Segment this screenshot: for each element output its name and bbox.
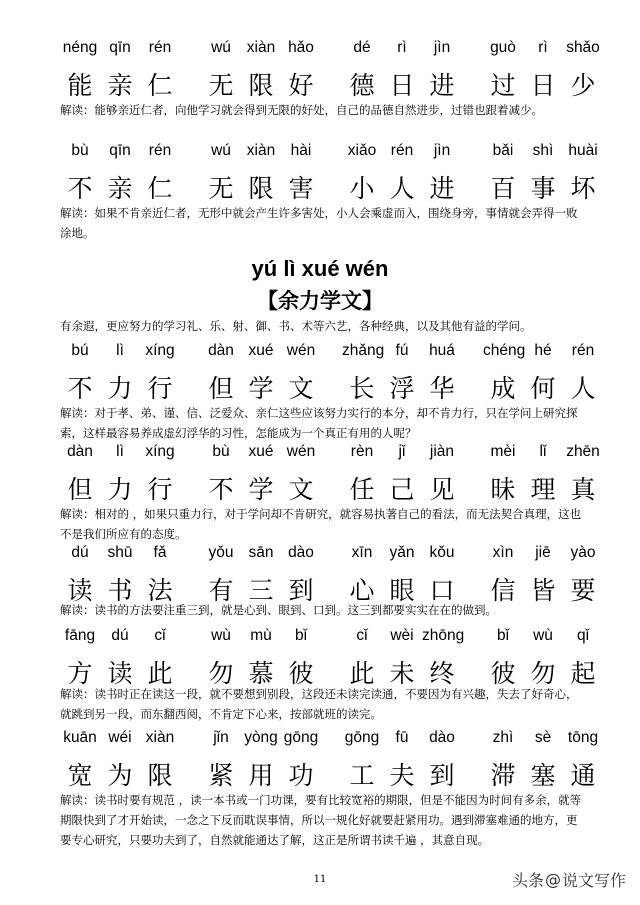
hanzi-character: 此 xyxy=(349,659,375,688)
hanzi-character: 无 xyxy=(208,174,234,203)
hanzi-group xyxy=(342,171,462,207)
hanzi-character: 到 xyxy=(429,761,455,790)
pinyin-syllable: shǎo xyxy=(566,39,600,56)
verse-explanation: 解读：读书时正在读这一段，就不要想到别段，这段还未读完读通，不要因为有兴趣，失去了好奇心，就跳到另一段，而东翻西阅，不肯定下心来，按部就班的读完。 xyxy=(60,687,578,721)
hanzi-group xyxy=(60,758,180,794)
pinyin-syllable: shū xyxy=(107,544,133,561)
pinyin-syllable: zhǎng xyxy=(342,342,385,359)
hanzi-character: 限 xyxy=(147,761,173,790)
pinyin-syllable: yòng xyxy=(244,729,278,746)
section-title-pinyin: yú lì xué wén xyxy=(251,256,389,281)
verse-block xyxy=(60,341,620,407)
hanzi-character: 不 xyxy=(67,174,93,203)
pinyin-syllable: bù xyxy=(71,142,89,159)
hanzi-character: 塞 xyxy=(530,761,556,790)
pinyin-syllable: rì xyxy=(397,39,407,56)
hanzi-row xyxy=(60,171,620,207)
hanzi-group xyxy=(201,171,321,207)
pinyin-group xyxy=(342,627,465,645)
verse-block xyxy=(60,141,620,207)
pinyin-syllable: jǐ xyxy=(398,443,406,460)
hanzi-character: 己 xyxy=(389,475,415,504)
hanzi-group xyxy=(201,472,321,508)
hanzi-group xyxy=(483,758,603,794)
hanzi-character: 信 xyxy=(490,576,516,605)
section-intro: 有余遐，更应努力的学习礼、乐、射、御、书、术等六艺，各种经典，以及其他有益的学问。 xyxy=(60,319,532,333)
pinyin-syllable: dú xyxy=(71,544,89,561)
pinyin-syllable: rén xyxy=(148,39,172,56)
pinyin-syllable: xiàn xyxy=(246,142,276,159)
pinyin-row xyxy=(60,543,620,563)
hanzi-character: 读 xyxy=(107,659,133,688)
watermark xyxy=(512,868,626,891)
hanzi-group xyxy=(483,171,603,207)
pinyin-syllable: rèn xyxy=(350,443,374,460)
hanzi-character: 文 xyxy=(288,374,314,403)
hanzi-row xyxy=(60,472,620,508)
pinyin-syllable: huài xyxy=(568,142,598,159)
hanzi-group xyxy=(483,472,603,508)
pinyin-group xyxy=(60,443,180,461)
hanzi-character: 日 xyxy=(530,71,556,100)
pinyin-group xyxy=(342,39,462,57)
pinyin-syllable: xīn xyxy=(351,544,373,561)
pinyin-syllable: yǎn xyxy=(389,544,415,561)
pinyin-group xyxy=(201,342,321,360)
hanzi-character: 紧 xyxy=(208,761,234,790)
pinyin-syllable: shì xyxy=(532,142,554,159)
hanzi-character: 能 xyxy=(67,71,93,100)
hanzi-character: 无 xyxy=(208,71,234,100)
hanzi-character: 少 xyxy=(570,71,596,100)
pinyin-syllable: bǐ xyxy=(294,627,308,644)
hanzi-character: 人 xyxy=(570,374,596,403)
pinyin-syllable: cǐ xyxy=(154,627,166,644)
hanzi-group xyxy=(201,371,321,407)
hanzi-group xyxy=(60,171,180,207)
pinyin-syllable: wù xyxy=(533,627,553,644)
hanzi-character: 见 xyxy=(429,475,455,504)
verse-explanation: 解读：能够亲近仁者，向他学习就会得到无限的好处，自己的品德自然进步，过错也跟着减少。 xyxy=(60,103,543,117)
hanzi-group xyxy=(60,472,180,508)
hanzi-character: 但 xyxy=(208,374,234,403)
hanzi-character: 小 xyxy=(349,174,375,203)
pinyin-syllable: rì xyxy=(538,39,548,56)
hanzi-group xyxy=(342,758,462,794)
pinyin-group xyxy=(342,729,462,747)
hanzi-group xyxy=(342,68,462,104)
hanzi-character: 方 xyxy=(67,659,93,688)
hanzi-character: 学 xyxy=(248,475,274,504)
hanzi-character: 起 xyxy=(570,659,596,688)
hanzi-character: 心 xyxy=(349,576,375,605)
hanzi-character: 事 xyxy=(530,174,556,203)
pinyin-syllable: rén xyxy=(390,142,414,159)
hanzi-character: 成 xyxy=(490,374,516,403)
pinyin-group xyxy=(483,142,603,160)
pinyin-syllable: xìn xyxy=(492,544,514,561)
pinyin-syllable: néng xyxy=(62,39,98,56)
verse-block xyxy=(60,728,620,794)
pinyin-syllable: lǐ xyxy=(539,443,547,460)
pinyin-group xyxy=(483,443,603,461)
pinyin-syllable: qīn xyxy=(109,39,131,56)
pinyin-syllable: dú xyxy=(111,627,129,644)
pinyin-group xyxy=(483,342,603,360)
hanzi-character: 行 xyxy=(147,475,173,504)
pinyin-syllable: xué xyxy=(248,342,274,359)
pinyin-group xyxy=(60,729,180,747)
hanzi-character: 力 xyxy=(107,374,133,403)
hanzi-character: 仁 xyxy=(147,71,173,100)
pinyin-group xyxy=(201,39,321,57)
pinyin-syllable: hài xyxy=(290,142,312,159)
hanzi-character: 百 xyxy=(490,174,516,203)
verse-block xyxy=(60,626,620,692)
pinyin-row xyxy=(60,38,620,58)
hanzi-character: 浮 xyxy=(389,374,415,403)
hanzi-character: 坏 xyxy=(570,174,596,203)
verse-block xyxy=(60,442,620,508)
hanzi-character: 宽 xyxy=(67,761,93,790)
watermark-prefix: 头条 xyxy=(511,871,544,890)
pinyin-group xyxy=(60,627,180,645)
pinyin-syllable: wú xyxy=(211,142,231,159)
pinyin-syllable: wèi xyxy=(390,627,414,644)
pinyin-syllable: fāng xyxy=(64,627,96,644)
hanzi-character: 何 xyxy=(530,374,556,403)
pinyin-syllable: xiàn xyxy=(246,39,276,56)
hanzi-group xyxy=(60,68,180,104)
hanzi-character: 任 xyxy=(349,475,375,504)
hanzi-row xyxy=(60,371,620,407)
hanzi-character: 此 xyxy=(147,659,173,688)
pinyin-syllable: bǎi xyxy=(492,142,514,159)
hanzi-character: 昧 xyxy=(490,475,516,504)
pinyin-syllable: fú xyxy=(395,342,409,359)
hanzi-character: 人 xyxy=(389,174,415,203)
hanzi-character: 为 xyxy=(107,761,133,790)
pinyin-syllable: bù xyxy=(212,443,230,460)
pinyin-group xyxy=(483,544,603,562)
verse-explanation: 解读：如果不肯亲近仁者，无形中就会产生许多害处，小人会乘虚而入，围绕身旁，事情就会弄得一败涂地。 xyxy=(60,206,578,240)
hanzi-character: 终 xyxy=(429,659,455,688)
pinyin-syllable: lì xyxy=(116,443,124,460)
hanzi-character: 理 xyxy=(530,475,556,504)
verse-block xyxy=(60,38,620,104)
pinyin-group xyxy=(342,142,462,160)
pinyin-syllable: zhōng xyxy=(422,627,465,644)
pinyin-syllable: rén xyxy=(148,142,172,159)
pinyin-syllable: fū xyxy=(395,729,409,746)
hanzi-group xyxy=(201,68,321,104)
pinyin-syllable: wén xyxy=(286,342,316,359)
pinyin-syllable: xué xyxy=(248,443,274,460)
hanzi-character: 真 xyxy=(570,475,596,504)
pinyin-row xyxy=(60,442,620,462)
pinyin-row xyxy=(60,728,620,748)
pinyin-syllable: hǎo xyxy=(288,39,314,56)
pinyin-syllable: kǒu xyxy=(429,544,455,561)
pinyin-syllable: kuān xyxy=(63,729,97,746)
hanzi-character: 皆 xyxy=(530,576,556,605)
pinyin-syllable: fǎ xyxy=(153,544,167,561)
pinyin-syllable: tōng xyxy=(567,729,599,746)
hanzi-group xyxy=(60,371,180,407)
pinyin-syllable: jiàn xyxy=(429,443,455,460)
pinyin-syllable: wéi xyxy=(108,729,132,746)
section-title: 【余力学文】 xyxy=(257,289,383,313)
pinyin-syllable: huá xyxy=(429,342,455,359)
hanzi-character: 进 xyxy=(429,174,455,203)
pinyin-group xyxy=(201,443,321,461)
pinyin-syllable: zhì xyxy=(492,729,514,746)
pinyin-syllable: dào xyxy=(288,544,314,561)
pinyin-row xyxy=(60,341,620,361)
pinyin-syllable: jiē xyxy=(535,544,551,561)
pinyin-group xyxy=(483,729,603,747)
hanzi-character: 彼 xyxy=(288,659,314,688)
hanzi-character: 过 xyxy=(490,71,516,100)
hanzi-character: 眼 xyxy=(389,576,415,605)
hanzi-group xyxy=(342,472,462,508)
pinyin-group xyxy=(483,627,603,645)
pinyin-syllable: gōng xyxy=(344,729,380,746)
pinyin-syllable: gōng xyxy=(283,729,319,746)
pinyin-syllable: mèi xyxy=(490,443,516,460)
pinyin-syllable: bǐ xyxy=(496,627,510,644)
hanzi-character: 工 xyxy=(349,761,375,790)
pinyin-syllable: xíng xyxy=(145,443,175,460)
pinyin-syllable: jìn xyxy=(433,39,451,56)
watermark-name: 说文写作 xyxy=(561,871,626,890)
pinyin-syllable: yào xyxy=(570,544,596,561)
hanzi-character: 文 xyxy=(288,475,314,504)
hanzi-character: 力 xyxy=(107,475,133,504)
pinyin-group xyxy=(201,729,321,747)
hanzi-character: 不 xyxy=(67,374,93,403)
pinyin-syllable: dé xyxy=(353,39,371,56)
pinyin-syllable: wú xyxy=(211,39,231,56)
pinyin-syllable: guò xyxy=(490,39,516,56)
hanzi-row xyxy=(60,758,620,794)
pinyin-syllable: cǐ xyxy=(356,627,368,644)
hanzi-character: 学 xyxy=(248,374,274,403)
pinyin-syllable: dàn xyxy=(67,443,93,460)
pinyin-group xyxy=(342,544,462,562)
pinyin-syllable: xiàn xyxy=(145,729,175,746)
hanzi-character: 亲 xyxy=(107,71,133,100)
verse-explanation: 解读：读书的方法要注重三到，就是心到、眼到、口到。这三到都要实实在在的做到。 xyxy=(60,603,497,617)
hanzi-character: 用 xyxy=(248,761,274,790)
pinyin-group xyxy=(201,544,321,562)
pinyin-syllable: wù xyxy=(211,627,231,644)
pinyin-group xyxy=(60,544,180,562)
hanzi-row xyxy=(60,68,620,104)
hanzi-character: 要 xyxy=(570,576,596,605)
hanzi-character: 仁 xyxy=(147,174,173,203)
hanzi-character: 限 xyxy=(248,71,274,100)
hanzi-character: 慕 xyxy=(248,659,274,688)
hanzi-character: 夫 xyxy=(389,761,415,790)
hanzi-character: 读 xyxy=(67,576,93,605)
hanzi-character: 亲 xyxy=(107,174,133,203)
hanzi-character: 不 xyxy=(208,475,234,504)
pinyin-syllable: mù xyxy=(250,627,272,644)
pinyin-syllable: zhēn xyxy=(566,443,600,460)
pinyin-syllable: sè xyxy=(534,729,552,746)
pinyin-syllable: yǒu xyxy=(208,544,234,561)
pinyin-group xyxy=(342,443,462,461)
pinyin-group xyxy=(342,342,462,360)
hanzi-character: 到 xyxy=(288,576,314,605)
hanzi-character: 法 xyxy=(147,576,173,605)
hanzi-character: 三 xyxy=(248,576,274,605)
hanzi-group xyxy=(201,758,321,794)
pinyin-syllable: lì xyxy=(116,342,124,359)
hanzi-character: 好 xyxy=(288,71,314,100)
pinyin-syllable: dàn xyxy=(208,342,234,359)
hanzi-character: 但 xyxy=(67,475,93,504)
pinyin-syllable: chéng xyxy=(483,342,526,359)
hanzi-character: 行 xyxy=(147,374,173,403)
pinyin-syllable: qǐ xyxy=(576,627,590,644)
hanzi-character: 勿 xyxy=(208,659,234,688)
hanzi-character: 德 xyxy=(349,71,375,100)
hanzi-character: 口 xyxy=(429,576,455,605)
hanzi-character: 日 xyxy=(389,71,415,100)
hanzi-character: 滞 xyxy=(490,761,516,790)
hanzi-character: 未 xyxy=(389,659,415,688)
verse-explanation: 解读：对于孝、弟、谨、信、泛爱众、亲仁这些应该努力实行的本分，却不肯力行，只在学问上研究探索，这样最容易养成虚幻浮华的习性，怎能成为一个真正有用的人呢？ xyxy=(60,406,578,440)
pinyin-group xyxy=(201,627,321,645)
hanzi-character: 有 xyxy=(208,576,234,605)
pinyin-group xyxy=(201,142,321,160)
hanzi-character: 长 xyxy=(349,374,375,403)
hanzi-group xyxy=(342,371,462,407)
pinyin-syllable: hé xyxy=(534,342,552,359)
pinyin-syllable: qīn xyxy=(109,142,131,159)
hanzi-character: 进 xyxy=(429,71,455,100)
hanzi-character: 华 xyxy=(429,374,455,403)
verse-explanation: 解读：相对的 ，如果只重力行，对于学问却不肯研究，就容易执著自己的看法，而无法契合真理，这也不是我们所应有的态度。 xyxy=(60,507,582,541)
pinyin-group xyxy=(60,342,180,360)
pinyin-syllable: jìn xyxy=(433,142,451,159)
hanzi-character: 害 xyxy=(288,174,314,203)
pinyin-row xyxy=(60,626,620,646)
pinyin-syllable: xiǎo xyxy=(347,142,377,159)
pinyin-group xyxy=(60,142,180,160)
hanzi-group xyxy=(483,371,603,407)
hanzi-character: 勿 xyxy=(530,659,556,688)
pinyin-syllable: wén xyxy=(286,443,316,460)
at-sign-icon: @ xyxy=(544,870,561,889)
pinyin-syllable: jǐn xyxy=(213,729,229,746)
pinyin-syllable: bú xyxy=(71,342,89,359)
pinyin-group xyxy=(60,39,180,57)
hanzi-character: 通 xyxy=(570,761,596,790)
pinyin-row xyxy=(60,141,620,161)
hanzi-character: 限 xyxy=(248,174,274,203)
hanzi-character: 彼 xyxy=(490,659,516,688)
pinyin-syllable: xíng xyxy=(145,342,175,359)
hanzi-character: 功 xyxy=(288,761,314,790)
hanzi-group xyxy=(483,68,603,104)
page-number: 11 xyxy=(313,874,327,885)
pinyin-syllable: sān xyxy=(248,544,274,561)
verse-explanation: 解读：读书时要有规范 ，读一本书或一门功课，要有比较宽裕的期限，但是不能因为时间有多余，就等期限快到了才开始读，一念之下反而耽误事情，所以一规化好就要赶紧用功。遇到滞塞难通的地方，更要专心研究，只要功夫到了，自然就能通达了解，这正是所谓书读千遍 ，其意自现。 xyxy=(60,793,582,847)
pinyin-syllable: rén xyxy=(571,342,595,359)
pinyin-syllable: dào xyxy=(429,729,455,746)
hanzi-character: 书 xyxy=(107,576,133,605)
pinyin-group xyxy=(483,39,603,57)
